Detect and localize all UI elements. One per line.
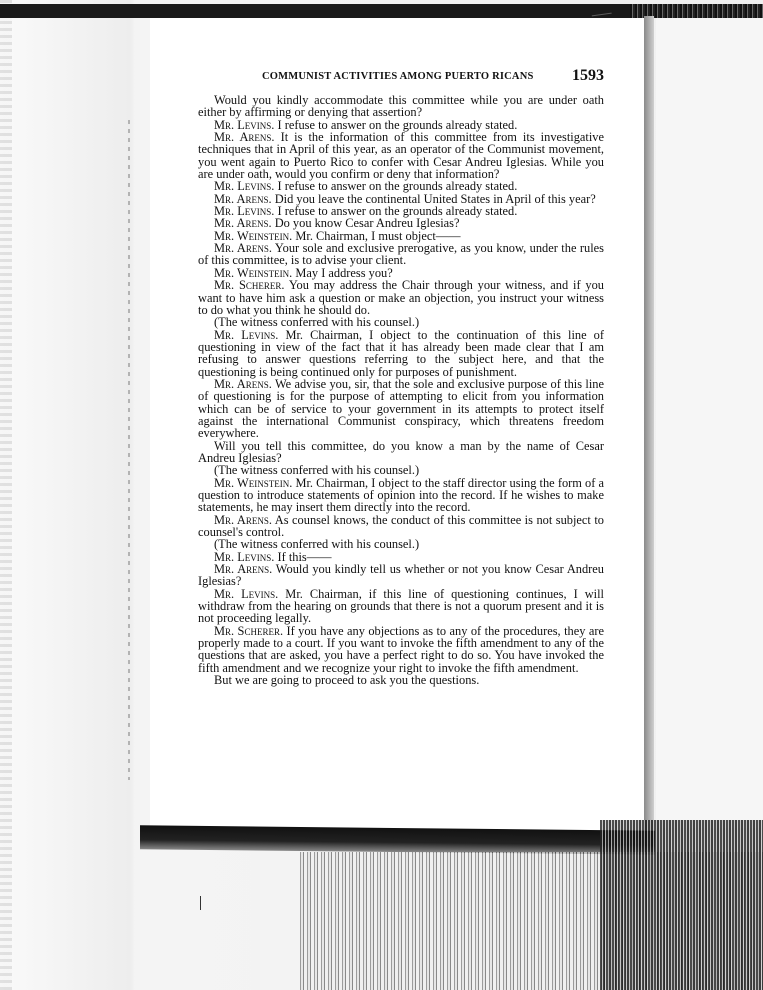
speaker: Mr. Scherer.	[214, 278, 285, 293]
speaker: Mr. Arens.	[214, 562, 273, 577]
speaker: Mr. Arens.	[214, 376, 272, 391]
speaker: Mr. Levins.	[214, 179, 275, 194]
paragraph-text: Do you know Cesar Andreu Iglesias?	[271, 216, 460, 231]
speaker: Mr. Levins.	[214, 586, 279, 601]
speaker: Mr. Arens.	[214, 191, 272, 206]
paragraph-text: Would you kindly tell us whether or not you know Cesar Andreu Iglesias?	[198, 562, 604, 589]
running-title: COMMUNIST ACTIVITIES AMONG PUERTO RICANS	[262, 71, 534, 82]
paragraph	[198, 588, 604, 625]
speaker: Mr. Weinstein.	[214, 475, 293, 490]
paragraph	[198, 378, 604, 440]
paragraph-text: It is the information of this committee from its investigative techniques that in April of this year, as an operator of the Communist movement, you went again to Puerto Rico to confer with Cesar Andreu Iglesias. While you are under oath, would you confirm or deny that information?	[198, 130, 604, 182]
paragraph-text: If you have any objections as to any of the procedures, they are properly made to a court. If you want to invoke the fifth amendment to any of the questions that are asked, you have a perfect right to do so. You have invoked the fifth amendment and we recognize your right to invoke the fifth amendment.	[198, 623, 604, 675]
speaker: Mr. Levins.	[214, 327, 279, 342]
paragraph	[198, 329, 604, 378]
paragraph-text: I refuse to answer on the grounds already stated.	[274, 179, 518, 194]
speaker: Mr. Weinstein.	[214, 265, 293, 280]
paragraph-text: Mr. Chairman, if this line of questioning continues, I will withdraw from the hearing on grounds that there is not a quorum present and it is not proceeding legally.	[198, 586, 604, 626]
speaker: Mr. Levins.	[214, 204, 275, 219]
paragraph-text: Mr. Chairman, I object to the staff director using the form of a question to introduce statements of opinion into the record. If he wishes to make statements, he may insert them directly into the record.	[198, 475, 604, 515]
paragraph	[198, 625, 604, 674]
page-number: 1593	[572, 67, 604, 84]
scan-left-edge	[0, 0, 12, 990]
paragraph-text: Did you leave the continental United States in April of this year?	[271, 191, 596, 206]
speaker: Mr. Arens.	[214, 130, 275, 145]
paragraph-text: Will you tell this committee, do you know a man by the name of Cesar Andreu Iglesias?	[198, 438, 604, 465]
paragraph-text: I refuse to answer on the grounds already stated.	[274, 117, 518, 132]
speaker: Mr. Arens.	[214, 241, 272, 256]
speaker: Mr. Arens.	[214, 512, 272, 527]
scan-lower-right-noise	[600, 820, 763, 990]
speaker: Mr. Levins.	[214, 549, 275, 564]
paragraph	[198, 279, 604, 316]
paragraph-text: (The witness conferred with his counsel.)	[214, 537, 420, 552]
page-right-margin	[656, 18, 763, 828]
paragraph	[198, 131, 604, 180]
speaker: Mr. Arens.	[214, 216, 272, 231]
paragraph-text: Mr. Chairman, I object to the continuation of this line of questioning in view of the fact that it has already been made clear that I am refusing to answer questions referring to the subject here, and that the questioning is being continued only for purposes of punishment.	[198, 327, 604, 379]
paragraph	[198, 674, 604, 686]
paragraph	[198, 477, 604, 514]
paragraph-text: As counsel knows, the conduct of this committee is not subject to counsel's control.	[198, 512, 604, 540]
paragraph-text: (The witness conferred with his counsel.)	[214, 463, 420, 478]
paragraph-text: (The witness conferred with his counsel.)	[214, 315, 420, 330]
paragraph-text: I refuse to answer on the grounds already stated.	[274, 204, 518, 219]
paragraph-text: Would you kindly accommodate this committee while you are under oath either by affirming or denying that assertion?	[198, 93, 604, 120]
paragraph-text: But we are going to proceed to ask you the questions.	[214, 673, 480, 688]
speaker: Mr. Weinstein.	[214, 228, 293, 243]
speaker: Mr. Levins.	[214, 117, 275, 132]
paragraph	[198, 440, 604, 465]
paragraph	[198, 514, 604, 539]
paragraph	[198, 242, 604, 267]
paragraph-text: Your sole and exclusive prerogative, as you know, under the rules of this committee, is to advise your client.	[198, 241, 604, 268]
binding-gutter	[128, 120, 130, 780]
running-header	[262, 67, 604, 89]
paragraph-text: We advise you, sir, that the sole and exclusive purpose of this line of questioning is for the purpose of attempting to elicit from you information which can be of service to your government in its attempts to protect itself against the international Communist conspiracy, which threatens freedom everywhere.	[198, 376, 604, 441]
paragraph-text: If this——	[274, 549, 332, 564]
transcript-body	[198, 94, 604, 687]
paragraph-text: You may address the Chair through your witness, and if you want to have him ask a question or make an objection, you instruct your witness to do what you think he should do.	[198, 278, 604, 317]
paragraph-text: Mr. Chairman, I must object——	[292, 228, 461, 243]
paragraph	[198, 94, 604, 119]
paragraph-text: May I address you?	[292, 265, 393, 280]
scan-mark	[200, 896, 201, 910]
page-right-edge-shadow	[644, 16, 654, 846]
speaker: Mr. Scherer.	[214, 623, 284, 638]
paragraph	[198, 563, 604, 588]
